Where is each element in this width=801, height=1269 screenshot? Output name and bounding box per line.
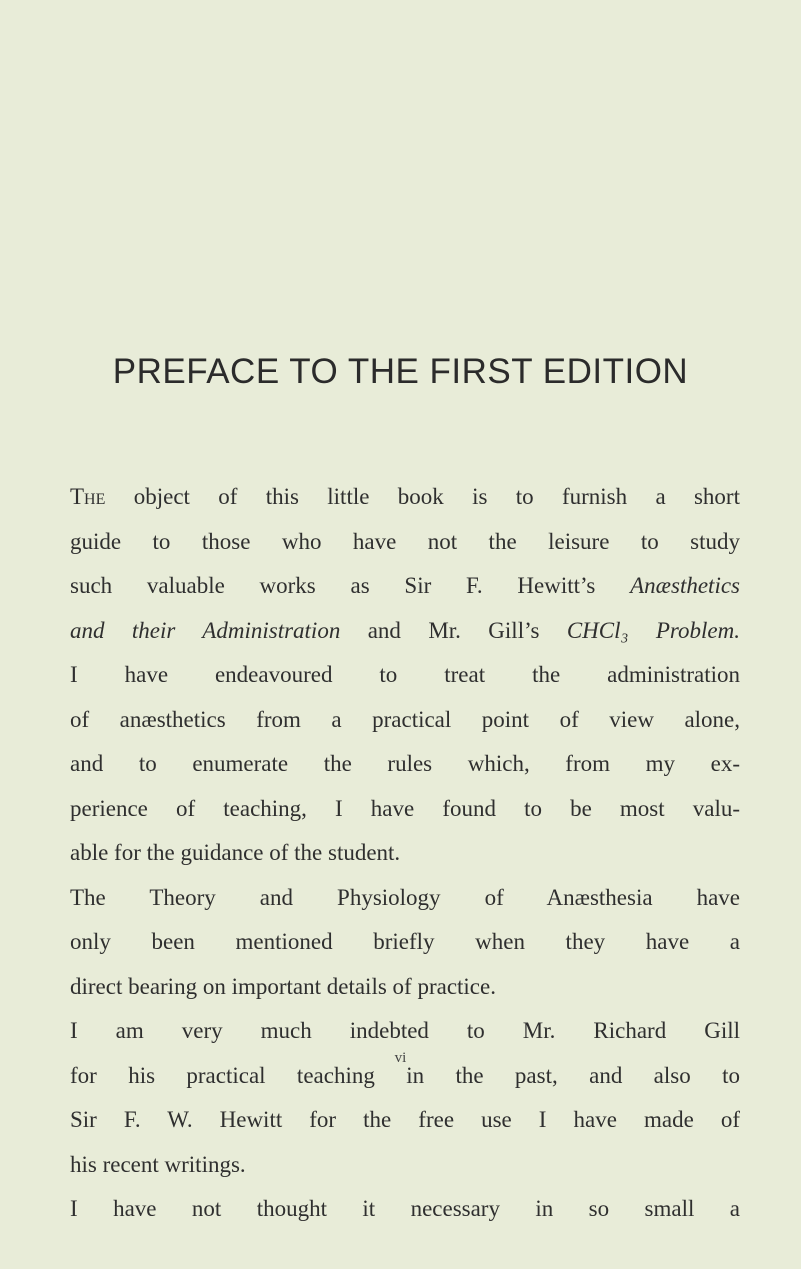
text-line [70,1009,740,1054]
text-line [70,564,740,609]
text-run: of anæsthetics from a practical point of view alone, [70,706,740,732]
text-line [70,787,740,832]
text-run: able for the guidance of the student. [70,840,401,865]
text-line [70,831,740,876]
text-run: his recent writings. [70,1151,246,1177]
text-run: I have endeavoured to treat the administration [70,662,740,687]
text-run: such valuable works as Sir F. Hewitt’s [70,573,631,598]
text-run: Anæsthetics [630,573,740,598]
text-run: for his practical teaching in the past, and also to [70,1062,740,1088]
text-run: guide to those who have not the leisure to study [70,528,740,554]
text-run: I am very much indebted to Mr. Richard Gill [70,1018,740,1043]
page-title: PREFACE TO THE FIRST EDITION [112,352,689,391]
text-run: direct bearing on important details of practice. [70,973,496,999]
text-run: and to enumerate the rules which, from my ex- [70,751,740,776]
text-line [70,920,740,965]
text-run: The [70,484,106,509]
text-line [70,653,740,698]
text-run: and Mr. Gill’s [340,617,567,643]
text-run: The Theory and Physiology of Anæsthesia have [70,884,740,910]
text-line [70,698,740,743]
text-run: I have not thought it necessary in so small a [70,1196,740,1221]
text-run: Sir F. W. Hewitt for the free use I have made of [70,1107,740,1132]
text-run: and their Administration [70,617,341,643]
text-line [70,1098,740,1143]
text-line [70,520,740,565]
text-line [70,475,740,520]
text-line [70,876,740,921]
text-line [70,1187,740,1232]
text-run: object of this little book is to furnish a short [105,484,740,509]
text-run: perience of teaching, I have found to be most valu- [70,795,740,821]
text-run: only been mentioned briefly when they have a [70,929,740,954]
page-number: vi [394,1050,407,1066]
text-line [70,609,740,654]
text-line [70,965,740,1010]
text-line [70,1143,740,1188]
text-line [70,742,740,787]
preface-body [70,475,740,1232]
text-run: CHCl₃ Problem. [566,617,740,643]
